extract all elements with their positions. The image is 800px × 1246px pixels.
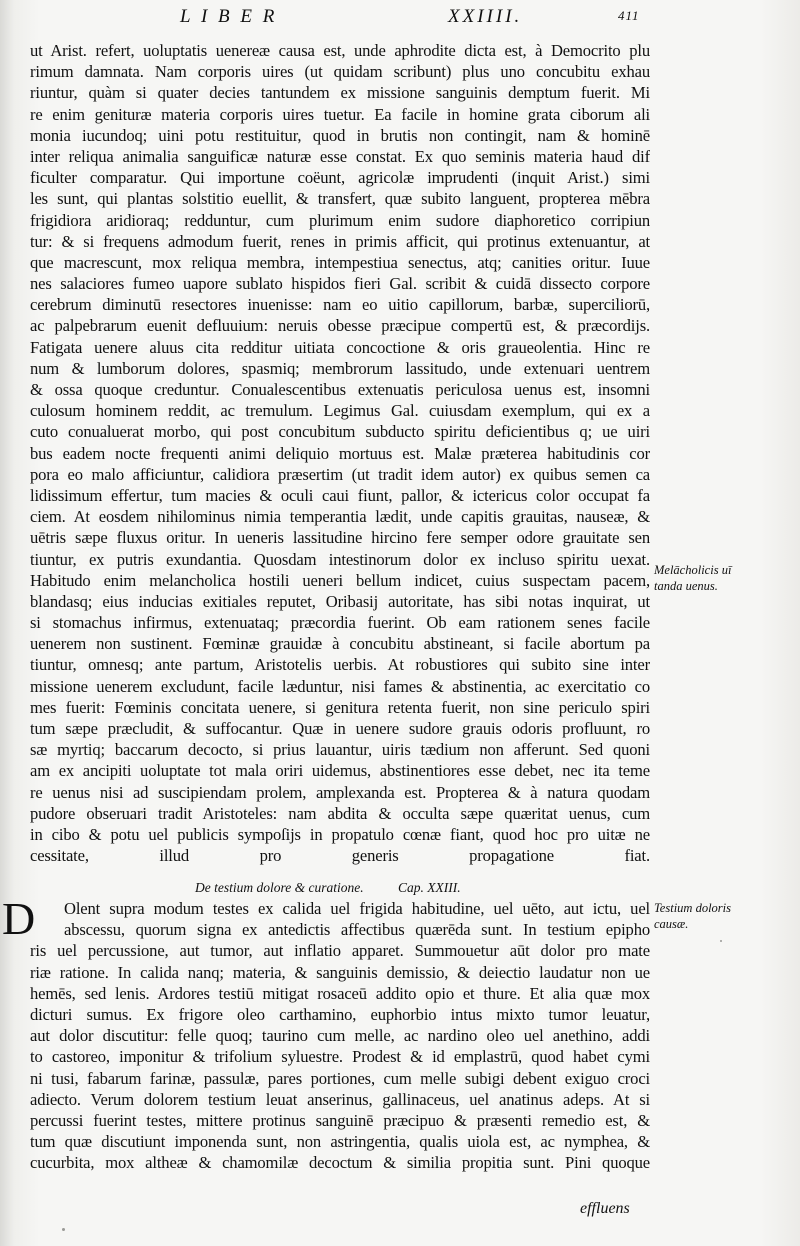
chapter-text-line: ni tusi, fabarum farinæ, passulæ, pares portiones, cum melle subigi debent exiguo croci xyxy=(30,1068,650,1088)
text-line: Fatigata uenere aluus cita redditur uitiata concoctione & oris graueolentia. Hinc re xyxy=(30,337,650,357)
text-line: riuntur, quàm si quater decies tantundem ex missione sanguinis demptum fuerit. Mi xyxy=(30,83,650,103)
text-line: cessitate, illud pro generis propagatione fiat. xyxy=(30,846,650,866)
text-line: tur: & si frequens admodum fuerit, renes in primis afficit, qui protinus extenuantur, at xyxy=(30,231,650,251)
main-text-column xyxy=(30,40,650,866)
text-line: missione uenerem excludunt, facile læduntur, nisi fames & abstinentia, ac exercitatio co xyxy=(30,676,650,696)
catchword: effluens xyxy=(580,1200,630,1217)
text-line: si stomachus infirmus, extenuataq; præcordia fuerint. Ob eam rationem senes facile xyxy=(30,613,650,633)
chapter-text-line: percussi fuerint testes, mittere protinus sanguinē præcipuo & præsenti remedio est, & xyxy=(30,1110,650,1130)
paper-speck xyxy=(62,1228,65,1231)
text-line: cerebrum diminutū resectores inuenisse: nam eo uitio capillorum, barbæ, superciliorū, xyxy=(30,295,650,315)
text-line: culosum hominem reddit, ac tremulum. Legimus Gal. cuiusdam exemplum, qui ex a xyxy=(30,401,650,421)
chapter-title: De testium dolore & curatione. xyxy=(195,880,364,895)
running-head xyxy=(180,6,650,36)
text-line: frigidiora aridioraq; redduntur, cum plurimum enim sudore diaphoretico corripiun xyxy=(30,210,650,230)
text-line: ac palpebrarum euenit defluuium: neruis obesse præcipue compertū est, & præcordijs. xyxy=(30,316,650,336)
text-line: ciem. At eosdem nihilominus nimia temperantia lædit, unde capitis grauitas, nauseæ, & xyxy=(30,507,650,527)
text-line: uenerem non sustinent. Fœminæ grauidæ à concubitu abstineant, si facile abortum pa xyxy=(30,634,650,654)
text-line: tiuntur, ex putris exundantia. Quosdam intestinorum dolor ex incluso spiritu uexat. xyxy=(30,549,650,569)
folio-number: 411 xyxy=(618,8,640,23)
chapter-text-line: aut dolor discutitur: felle quoq; taurino cum melle, ac nardino oleo uel anethino, addi xyxy=(30,1026,650,1046)
chapter-number: Cap. XXIII. xyxy=(398,880,461,895)
chapter-text-line: hemēs, sed lenis. Ardores testiū mitigat rosaceū addito opio et thure. Et alia quæ mox xyxy=(30,983,650,1003)
text-line: pudore obseruari tradit Aristoteles: nam abdita & occulta sæpe quæritat uenus, cum xyxy=(30,803,650,823)
chapter-text-line: dicturi sumus. Ex frigore oleo carthamino, euphorbio intus mixto tumor leuatur, xyxy=(30,1004,650,1024)
text-line: & ossa quoque creduntur. Conualescentibus extenuatis periculosa uenus est, insomni xyxy=(30,380,650,399)
margin-note-testium xyxy=(654,900,794,932)
drop-capital: D xyxy=(2,893,36,944)
running-head-title: L I B E R xyxy=(180,6,278,27)
text-line: rimum damnata. Nam corporis uires (ut quidam scribunt) plus uno concubitu exhau xyxy=(30,62,650,82)
text-line: ficulter comparatur. Qui importune coëunt, agricolæ imprudenti (inquit Arist.) simi xyxy=(30,168,650,188)
paper-speck xyxy=(720,940,722,942)
chapter-text-line: tum quæ discutiunt imponenda sunt, non astringentia, qualis uiola est, ac nymphea, & xyxy=(30,1132,650,1152)
chapter-text-line: riæ ratione. In calida nanq; materia, & sanguinis demissio, & deiectio laudatur non ue xyxy=(30,962,650,982)
text-line: re uenus nisi ad suscipiendam prolem, amplexanda est. Propterea & à natura quodam xyxy=(30,782,650,802)
text-line: in cibo & potu uel publicis sympoſijs in propatulo cœnæ fiant, quod hoc pro uitæ ne xyxy=(30,824,650,844)
text-line: que macrescunt, mox reliqua membra, intempestiua senectus, atq; canities oritur. Iuue xyxy=(30,252,650,272)
text-line: pora eo malo afficiuntur, calidiora præsertim (ut tradit idem autor) ex quibus semen ca xyxy=(30,464,650,484)
chapter-text-column xyxy=(30,898,650,1173)
margin-note-line: Melācholicis uī xyxy=(654,563,732,577)
chapter-text-line: Olent supra modum testes ex calida uel frigida habitudine, uel uēto, aut ictu, uel xyxy=(64,899,650,918)
text-line: re enim genituræ materia corporis uires tuetur. Ea facile in homine grata ciborum ali xyxy=(30,104,650,124)
text-line: mes fuerit: Fœminis concitata uenere, si genitura retenta fuerit, non sine periculo spiri xyxy=(30,697,650,717)
chapter-heading xyxy=(30,880,650,900)
text-line: bus eadem nocte frequenti animi deliquio mortuus est. Malæ præterea habitudinis cor xyxy=(30,443,650,463)
margin-note-line: Testium doloris xyxy=(654,901,731,915)
margin-note-line: causæ. xyxy=(654,917,689,931)
text-line: ut Arist. refert, uoluptatis uenereæ causa est, unde aphrodite dicta est, à Democrito plu xyxy=(30,41,650,60)
text-line: nes salaciores fumeo uapore sublato hispidos fieri Gal. scribit & cuidā dissecto corpore xyxy=(30,274,650,294)
text-line: Habitudo enim melancholica hostili ueneri bellum indicet, cuius suspectam pacem, xyxy=(30,570,650,590)
text-line: les sunt, qui plantas solstitio euellit, & transfert, quæ subito languent, propterea mēbra xyxy=(30,189,650,209)
chapter-text-line: ris uel percussione, aut tumor, aut inflatio apparet. Summouetur aūt dolor pro mate xyxy=(30,941,650,961)
text-line: lidissimum effertur, tum macies & oculi caui fiunt, pallor, & ictericus color occupat fa xyxy=(30,485,650,505)
margin-note-line: tanda uenus. xyxy=(654,579,718,593)
text-line: tiuntur, omnesq; ante partum, Aristotelis uerbis. At robustiores qui subito sine inter xyxy=(30,655,650,675)
text-line: cuto conualuerat morbo, qui post concubitum subducto spiritu deficientibus q; ue uiri xyxy=(30,422,650,442)
chapter-text-line: cucurbita, mox altheæ & chamomilæ decoctum & similia propitia sunt. Pini quoque xyxy=(30,1153,650,1173)
text-line: am ex ancipiti uoluptate tot mala oriri uidemus, abstinentiores esse debet, nec ita teme xyxy=(30,761,650,781)
text-line: tum sæpe præcludit, & suffocantur. Quæ in uenere sudore grauis odoris profluunt, ro xyxy=(30,719,650,738)
chapter-text-line: to castoreo, imponitur & trifolium syluestre. Prodest & id emplastrū, quod habet cymi xyxy=(30,1047,650,1067)
text-line: sæ myrtiq; baccarum decocto, si prius lauantur, uiris tædium non afferunt. Sed quoni xyxy=(30,740,650,760)
running-head-book-number: XXIIII. xyxy=(448,6,523,27)
text-line: num & lumborum dolores, spasmiq; membrorum lassitudo, unde extenuari uentrem xyxy=(30,358,650,378)
text-line: blandasq; eius inducias exitiales reputet, Oribasij autoritate, has sibi notas inquirat, ut xyxy=(30,591,650,611)
text-line: monia iucundoq; uini potu restituitur, quod in brutis non contingit, nam & hominē xyxy=(30,125,650,145)
margin-note-melancholic xyxy=(654,562,794,594)
text-line: inter reliqua animalia sanguificæ naturæ esse constat. Ex quo seminis materia haud dif xyxy=(30,146,650,166)
text-line: uētris sæpe fluxus oritur. In ueneris lassitudine hircino fere semper odore grauitate sen xyxy=(30,528,650,548)
chapter-text-line: abscessu, quorum signa ex antedictis affectibus quærēda sunt. In testium epipho xyxy=(64,920,650,940)
chapter-text-line: adiecto. Verum dolorem testium leuat anserinus, gallinaceus, uel anatinus adeps. At si xyxy=(30,1089,650,1109)
